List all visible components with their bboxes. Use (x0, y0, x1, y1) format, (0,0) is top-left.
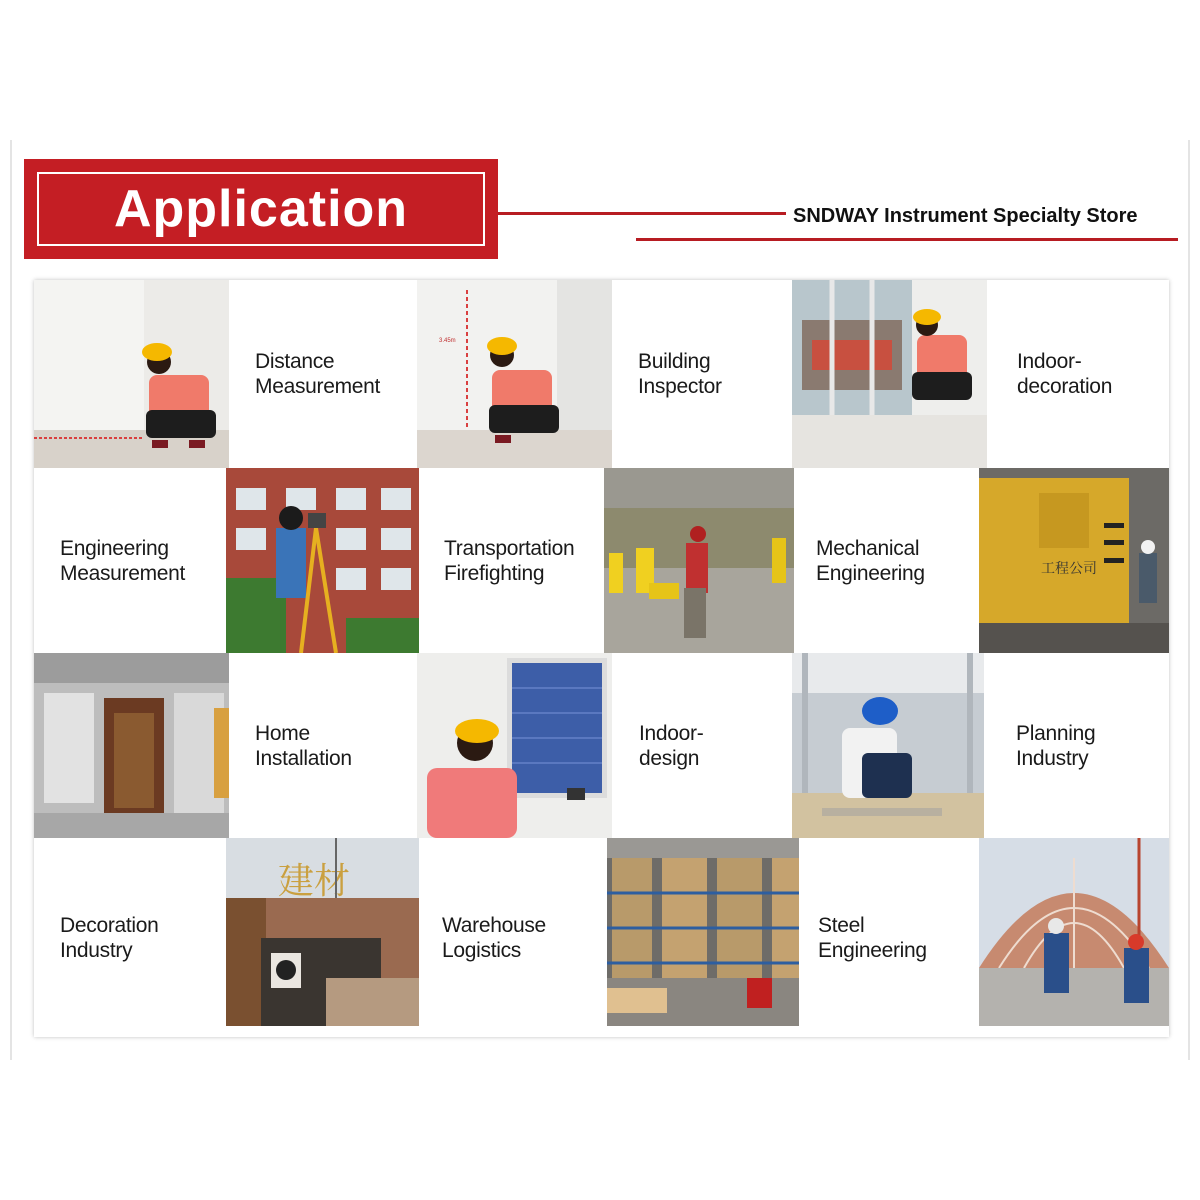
banner-frame (37, 172, 485, 246)
svg-text:工程公司: 工程公司 (1041, 561, 1097, 577)
application-label: Mechanical Engineering (816, 536, 925, 585)
application-label: Decoration Industry (60, 913, 159, 962)
application-label: Engineering Measurement (60, 536, 186, 585)
photo-engineering-measurement (226, 468, 419, 653)
application-label: Indoor- design (639, 721, 704, 770)
application-banner (24, 159, 498, 259)
photo-transportation-firefighting (604, 468, 794, 653)
application-label: Transportation Firefighting (444, 536, 575, 585)
application-tile-8 (612, 653, 792, 838)
application-tile-11 (419, 838, 607, 1037)
application-label: Planning Industry (1016, 721, 1096, 770)
application-tile-4 (34, 468, 226, 653)
application-grid (34, 280, 1169, 1037)
application-label: Indoor- decoration (1017, 350, 1113, 398)
application-tile-12 (799, 838, 979, 1037)
header-rule-lower (636, 238, 1178, 241)
photo-warehouse-logistics (607, 838, 799, 1026)
application-tile-1 (229, 280, 417, 468)
application-tile-3 (987, 280, 1169, 468)
photo-home-installation (34, 653, 229, 838)
photo-distance-measurement (34, 280, 229, 468)
frame-left-line (10, 140, 12, 1060)
page-title: Application (113, 180, 409, 238)
application-tile-6 (794, 468, 979, 653)
application-label: Home Installation (255, 721, 352, 770)
photo-steel-engineering (979, 838, 1169, 1026)
photo-building-inspector (417, 280, 612, 468)
application-label: Warehouse Logistics (442, 913, 546, 962)
header-rule-upper (498, 212, 786, 215)
photo-indoor-decoration (792, 280, 987, 468)
application-tile-7 (229, 653, 417, 838)
application-tile-10 (34, 838, 226, 1037)
application-tile-2 (612, 280, 792, 468)
application-label: Building Inspector (638, 350, 722, 398)
photo-indoor-design (417, 653, 612, 838)
application-label: Distance Measurement (255, 350, 381, 398)
application-tile-9 (984, 653, 1169, 838)
photo-mechanical-engineering (979, 468, 1169, 653)
photo-decoration-industry (226, 838, 419, 1026)
photo-planning-industry (792, 653, 984, 838)
svg-text:建材: 建材 (278, 861, 351, 902)
application-tile-5 (419, 468, 604, 653)
store-name: SNDWAY Instrument Specialty Store (793, 205, 1138, 227)
svg-text:3.45m: 3.45m (439, 338, 456, 344)
application-label: Steel Engineering (818, 913, 927, 962)
frame-right-line (1188, 140, 1190, 1060)
